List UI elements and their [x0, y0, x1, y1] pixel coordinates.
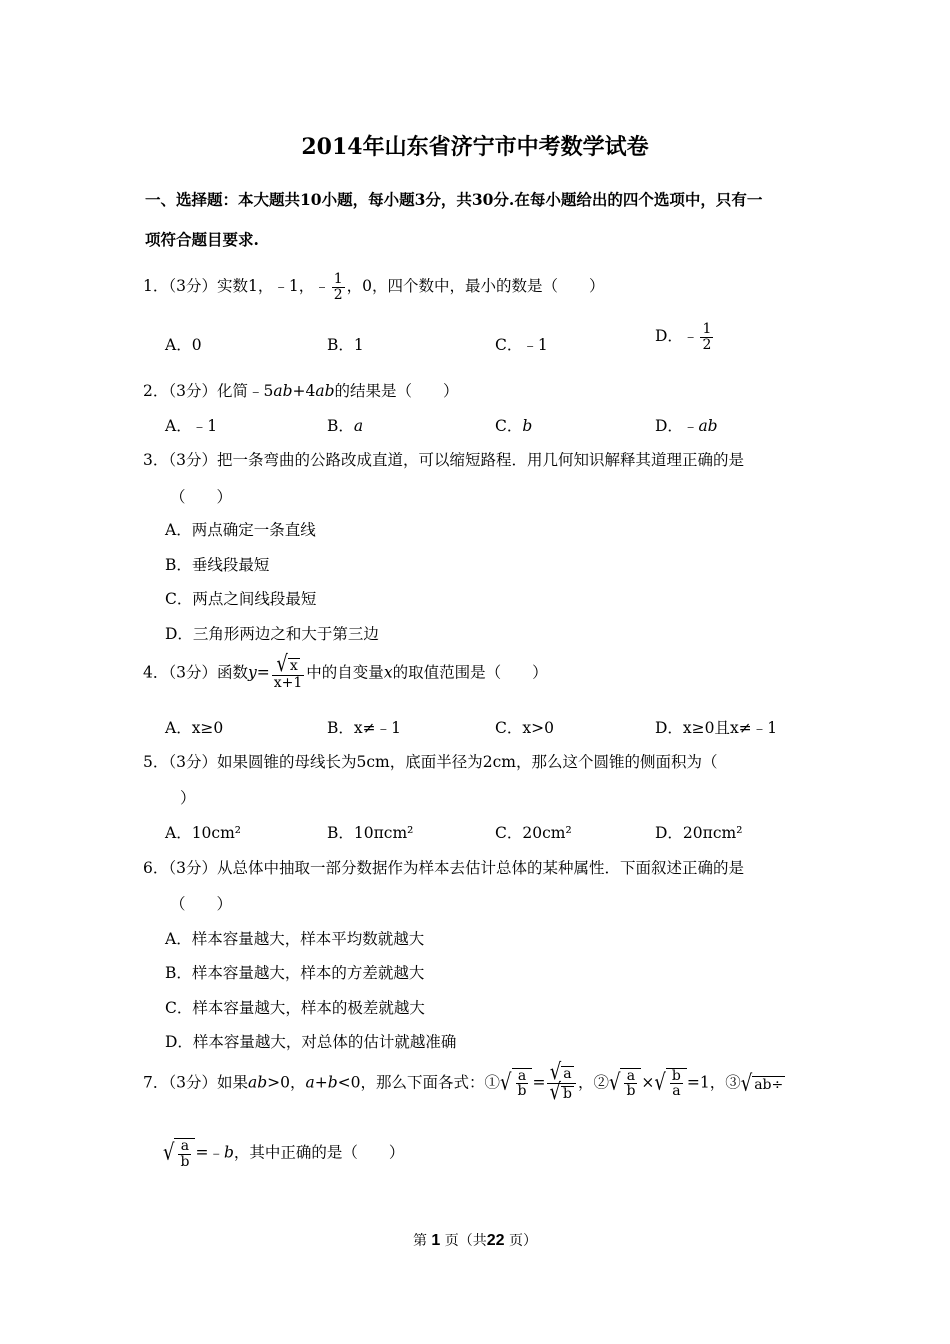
question-4: 4．（3分）函数y= $\frac{√ x}{x+1}$ 中的自变量x的取值范围是（ ）	[143, 651, 548, 691]
q2-option-d: D．﹣ab	[655, 417, 718, 435]
q5-option-c: C．20cm²	[495, 824, 572, 842]
page-title: 2014年山东省济宁市中考数学试卷	[301, 134, 649, 160]
page-footer: 第 1 页（共22 页）	[412, 1232, 538, 1249]
q1-stem: 1．（3分）实数1，﹣1，﹣	[143, 277, 330, 296]
q4-option-b: B．x≠﹣1	[327, 719, 401, 737]
question-7-line2: √ $\frac{a}{b}$ =﹣b，其中正确的是（ ）	[163, 1138, 405, 1170]
q5-option-a: A．10cm²	[165, 824, 242, 842]
q6-option-b: B．样本容量越大，样本的方差就越大	[165, 964, 425, 982]
q6-option-d: D．样本容量越大，对总体的估计就越准确	[165, 1033, 457, 1051]
q5-option-d: D．20πcm²	[655, 824, 743, 842]
q4-option-d: D．x≥0且x≠﹣1	[655, 719, 778, 737]
q3-answer-paren: （ ）	[170, 488, 233, 506]
q3-option-b: B．垂线段最短	[165, 556, 270, 574]
question-3: 3．（3分）把一条弯曲的公路改成直道，可以缩短路程．用几何知识解释其道理正确的是	[143, 451, 744, 469]
q1-option-b: B．1	[327, 336, 364, 354]
question-2: 2．（3分）化简﹣5ab+4ab的结果是（ ）	[143, 382, 459, 400]
q3-option-a: A．两点确定一条直线	[165, 521, 316, 539]
q4-option-a: A．x≥0	[165, 719, 224, 737]
q6-option-c: C．样本容量越大，样本的极差就越大	[165, 999, 425, 1017]
question-5: 5．（3分）如果圆锥的母线长为5cm，底面半径为2cm，那么这个圆锥的侧面积为（	[143, 753, 718, 771]
q3-option-d: D．三角形两边之和大于第三边	[165, 625, 379, 643]
q4-option-c: C．x>0	[495, 719, 554, 737]
q1-option-a: A．0	[165, 336, 202, 354]
section-heading-line1: 一、选择题：本大题共10小题，每小题3分，共30分.在每小题给出的四个选项中，只有一	[145, 190, 763, 209]
question-6: 6．（3分）从总体中抽取一部分数据作为样本去估计总体的某种属性．下面叙述正确的是	[143, 859, 744, 877]
page-number: 1	[431, 1232, 441, 1249]
q1-option-d: D．﹣ $\frac{1}{2}$	[655, 321, 712, 353]
section-heading-line2: 项符合题目要求.	[145, 230, 259, 249]
q2-option-c: C．b	[495, 417, 533, 435]
q1-option-c: C．﹣1	[495, 336, 548, 354]
q6-answer-paren: （ ）	[170, 895, 233, 913]
q2-option-a: A．﹣1	[165, 417, 218, 435]
q2-option-b: B．a	[327, 417, 364, 435]
q6-option-a: A．样本容量越大，样本平均数就越大	[165, 930, 425, 948]
q5-answer-paren: ）	[180, 789, 196, 807]
question-1: 1．（3分）实数1，﹣1，﹣ $\frac{1}{2}$ ，0，四个数中，最小的数是（ ）	[143, 271, 605, 303]
question-7: 7．（3分）如果ab>0，a+b<0，那么下面各式：①√ $\frac{a}{b}$ = $\frac{√ a}{√ b}$ ，②√ $\frac{a}{b}$ ×√ $\frac{b}{a}$ =1，③√ ab÷	[143, 1059, 784, 1106]
q3-option-c: C．两点之间线段最短	[165, 590, 317, 608]
q4-fraction: $\frac{√ x}{x+1}$	[273, 651, 303, 691]
q1-fraction: $\frac{1}{2}$	[333, 271, 343, 303]
q5-option-b: B．10πcm²	[327, 824, 414, 842]
page-total: 22	[486, 1232, 505, 1249]
